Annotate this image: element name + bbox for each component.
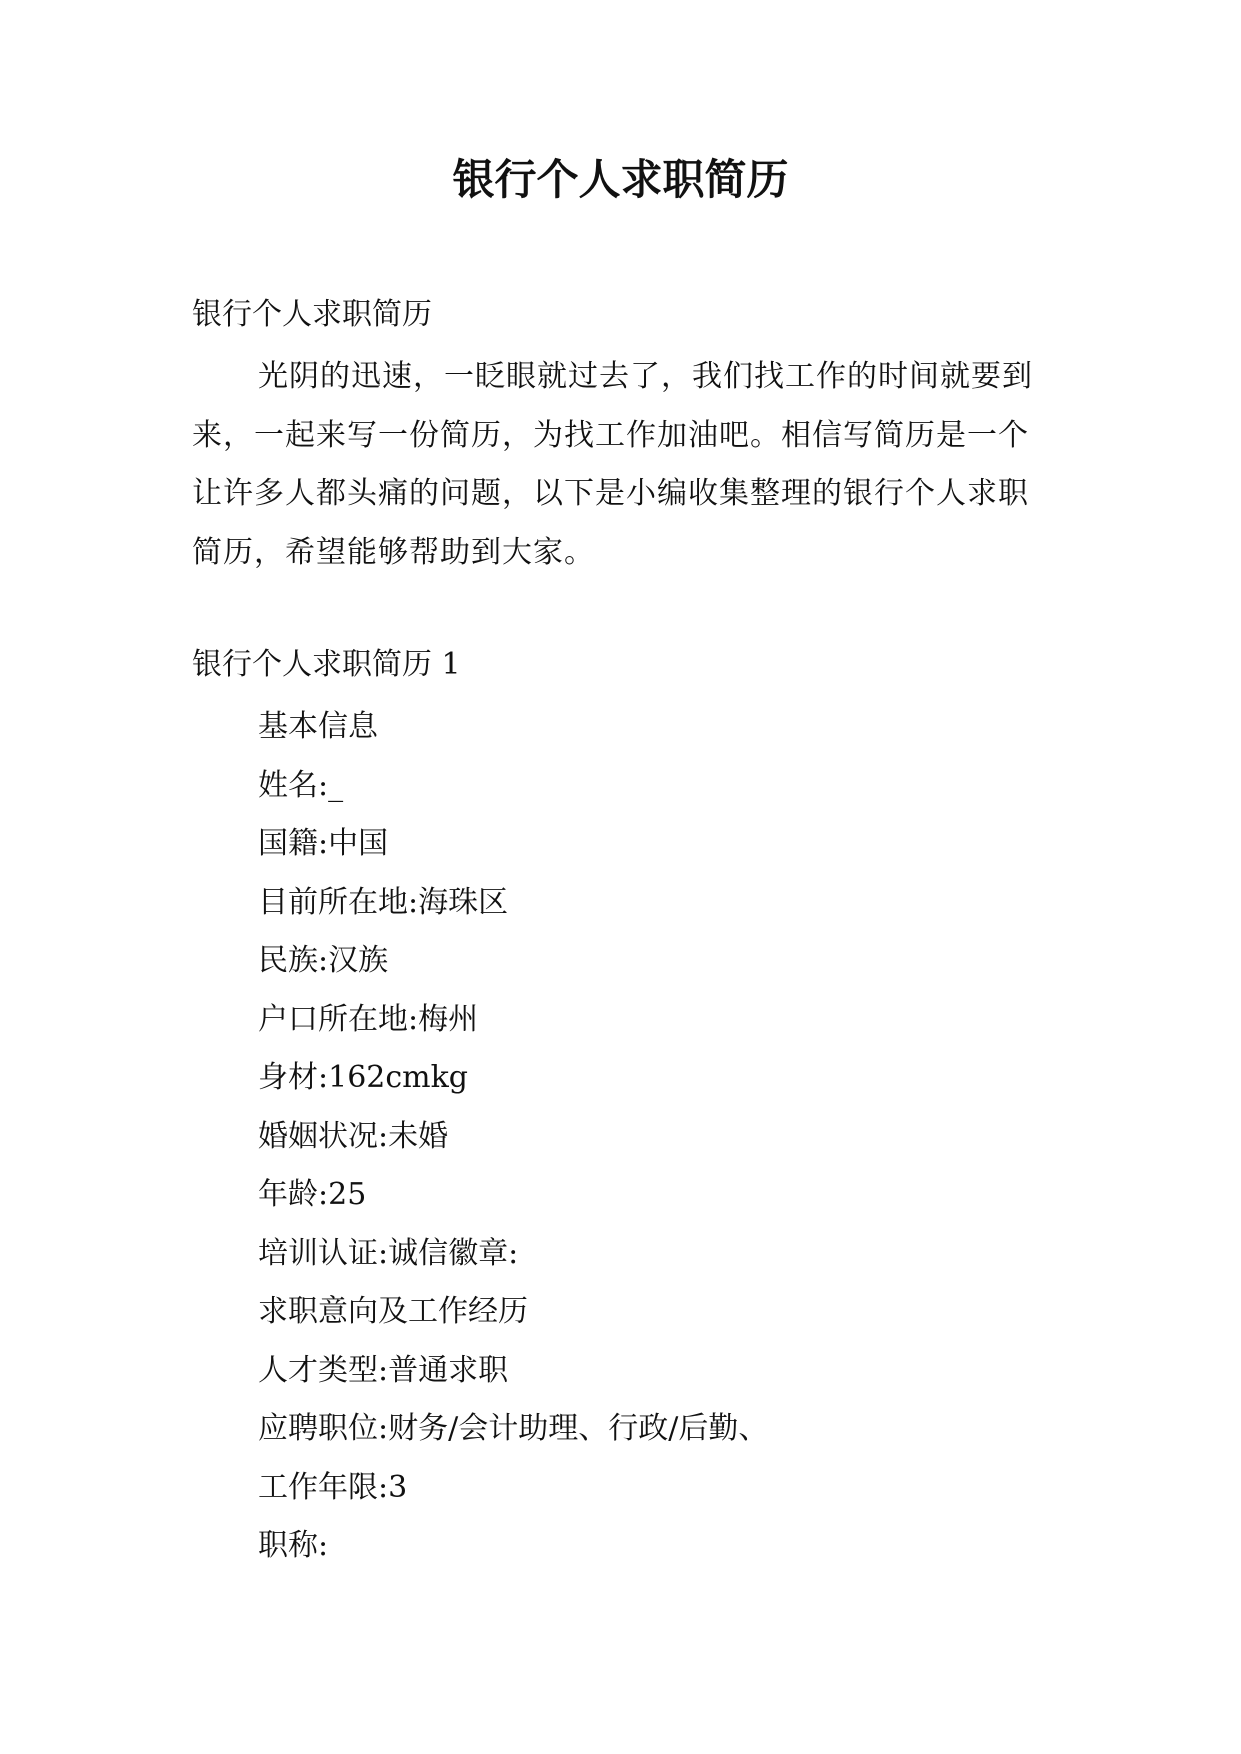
info-line-work-years: 工作年限:3 bbox=[258, 1469, 408, 1505]
info-line-ethnicity: 民族:汉族 bbox=[258, 943, 389, 978]
section-heading: 银行个人求职简历 1 bbox=[192, 647, 461, 682]
info-line-current-location: 目前所在地:海珠区 bbox=[258, 884, 509, 920]
info-line-certification: 培训认证:诚信徽章: bbox=[258, 1235, 519, 1271]
info-line-nationality: 国籍:中国 bbox=[258, 826, 389, 861]
resume-info-list bbox=[258, 698, 768, 1576]
info-line-job-intention-heading: 求职意向及工作经历 bbox=[258, 1294, 528, 1329]
info-line-talent-type: 人才类型:普通求职 bbox=[258, 1352, 509, 1388]
document-subtitle: 银行个人求职简历 bbox=[192, 297, 432, 332]
info-line-height-weight: 身材:162cmkg bbox=[258, 1060, 468, 1095]
intro-paragraph: 光阴的迅速，一眨眼就过去了，我们找工作的时间就要到来，一起来写一份简历，为找工作加油吧。相信写简历是一个让许多人都头痛的问题，以下是小编收集整理的银行个人求职简历，希望能够帮助到大家。 bbox=[192, 359, 1033, 570]
info-line-applied-position: 应聘职位:财务/会计助理、行政/后勤、 bbox=[258, 1411, 769, 1446]
info-line-professional-title: 职称: bbox=[258, 1528, 329, 1563]
info-line-basic-info-heading: 基本信息 bbox=[258, 709, 378, 744]
info-line-age: 年龄:25 bbox=[258, 1177, 367, 1212]
info-line-household-registration: 户口所在地:梅州 bbox=[258, 1001, 479, 1037]
info-line-name: 姓名:_ bbox=[258, 767, 344, 803]
document-title: 银行个人求职简历 bbox=[452, 155, 789, 204]
info-line-marital-status: 婚姻状况:未婚 bbox=[258, 1118, 449, 1154]
